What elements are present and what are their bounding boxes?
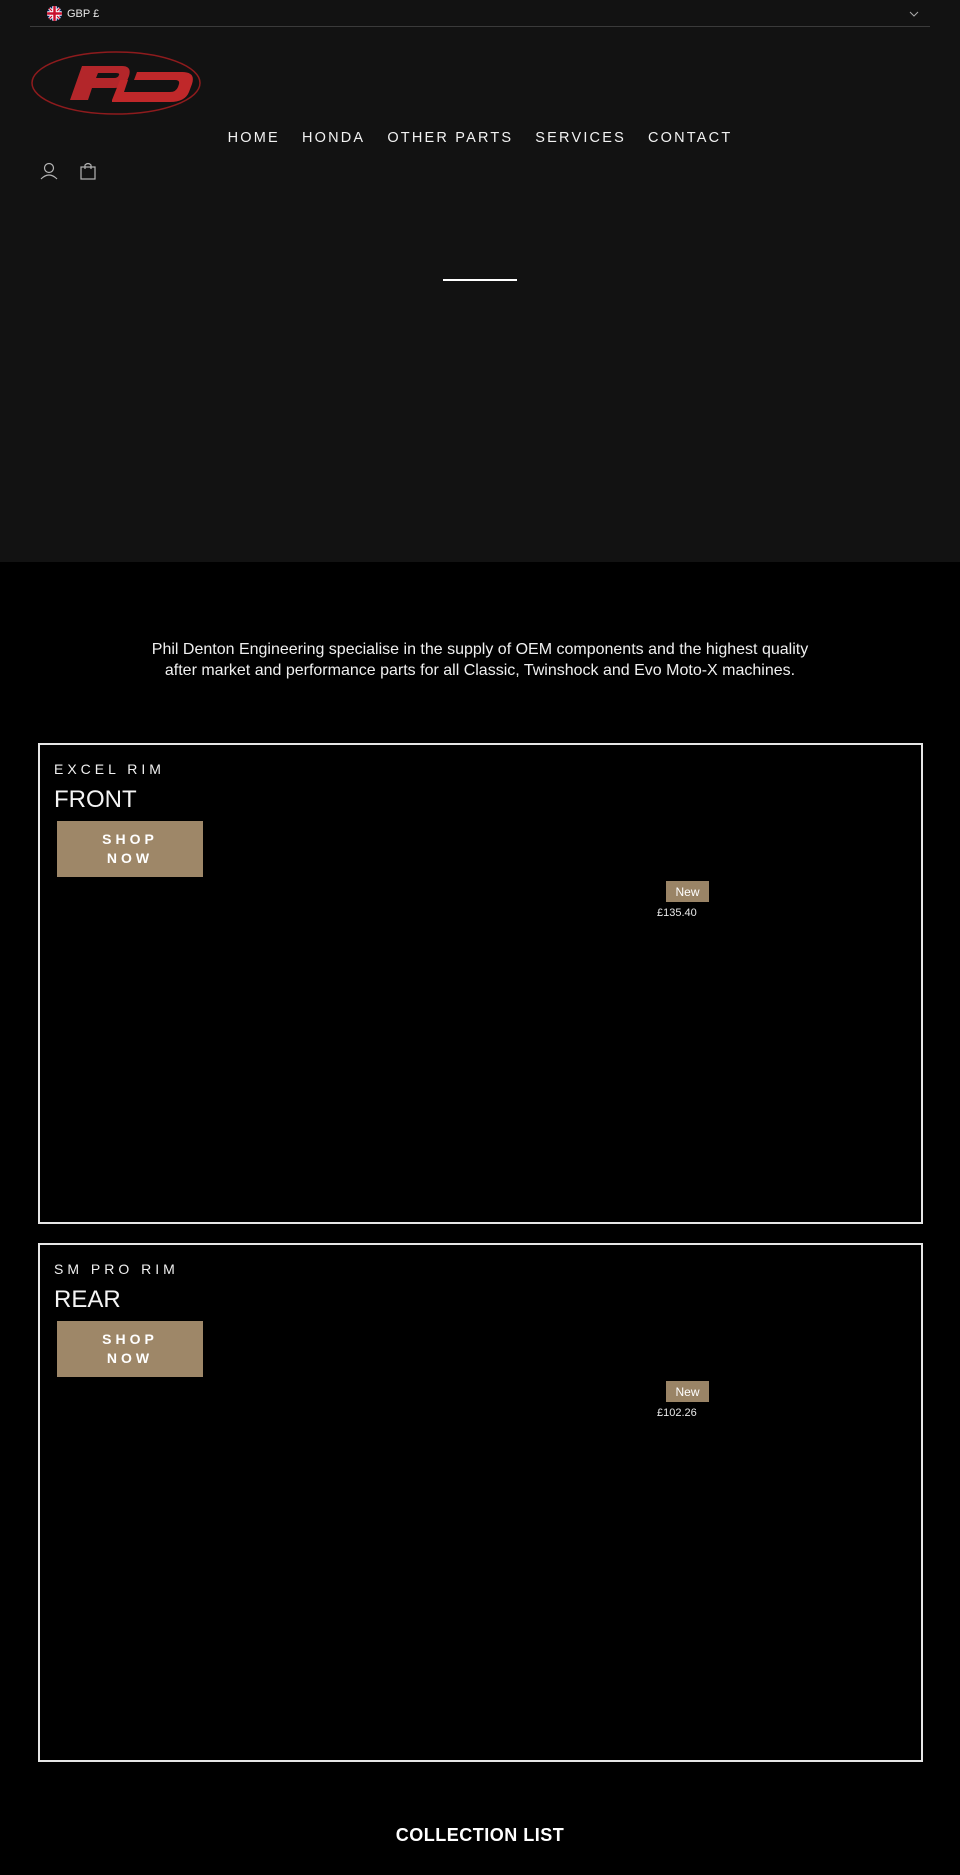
shop-now-line-2: NOW xyxy=(106,1350,154,1366)
collection-list-heading: COLLECTION LIST xyxy=(395,1825,565,1845)
user-icon[interactable] xyxy=(38,160,60,182)
shop-now-line-1: SHOP xyxy=(102,831,158,847)
site-header xyxy=(0,0,960,562)
shop-now-line-1: SHOP xyxy=(102,1331,158,1347)
main-nav xyxy=(0,130,960,146)
intro-text xyxy=(0,639,960,681)
feature-panel-rear xyxy=(38,1243,923,1762)
nav-other-parts[interactable]: OTHER PARTS xyxy=(387,130,514,146)
pd-logo[interactable] xyxy=(30,50,202,116)
currency-bar xyxy=(30,0,930,27)
shop-now-button[interactable] xyxy=(57,1321,203,1377)
new-badge: New xyxy=(666,881,709,902)
uk-flag-icon xyxy=(47,6,62,21)
nav-honda[interactable]: HONDA xyxy=(301,130,366,146)
feature-subtitle: SM PRO RIM xyxy=(54,1261,179,1277)
currency-label: GBP £ xyxy=(67,7,100,20)
currency-selector[interactable] xyxy=(47,6,99,21)
feature-panel-front xyxy=(38,743,923,1224)
nav-services[interactable]: SERVICES xyxy=(535,130,626,146)
product-price: £102.26 xyxy=(657,1407,697,1419)
nav-home[interactable]: HOME xyxy=(227,130,280,146)
product-price: £135.40 xyxy=(657,907,697,919)
shop-now-line-2: NOW xyxy=(106,850,154,866)
hero-divider xyxy=(443,279,517,281)
nav-contact[interactable]: CONTACT xyxy=(647,130,733,146)
intro-line-2: after market and performance parts for all Classic, Twinshock and Evo Moto-X machines. xyxy=(164,662,796,679)
shopping-bag-icon[interactable] xyxy=(77,160,99,182)
intro-line-1: Phil Denton Engineering specialise in the supply of OEM components and the highest quality xyxy=(151,641,809,658)
shop-now-button[interactable] xyxy=(57,821,203,877)
feature-title: FRONT xyxy=(54,786,137,813)
chevron-down-icon[interactable] xyxy=(908,8,920,20)
feature-subtitle: EXCEL RIM xyxy=(54,761,165,777)
new-badge: New xyxy=(666,1381,709,1402)
feature-title: REAR xyxy=(54,1286,121,1313)
